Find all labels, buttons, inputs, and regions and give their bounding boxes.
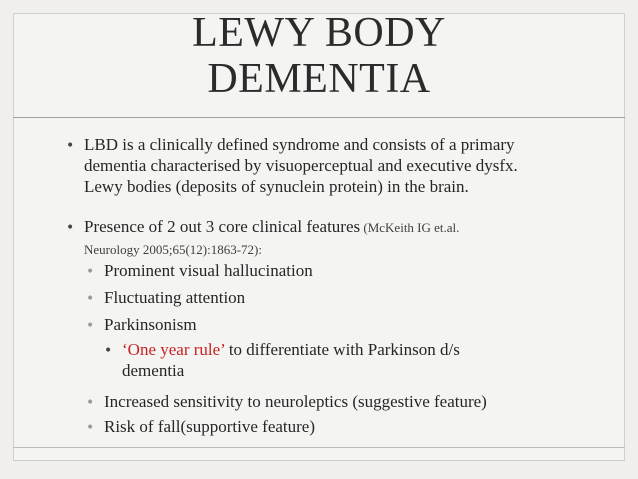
bullet-2-text: [84, 216, 459, 260]
bullet-icon: •: [104, 343, 113, 359]
title-line-2: DEMENTIA: [207, 56, 431, 102]
subbullet-2: [86, 287, 245, 311]
one-year-rule-highlight: ‘One year rule’: [122, 340, 225, 359]
slide-title: [0, 10, 638, 122]
bullet-1-line-1: LBD is a clinically defined syndrome and consists of a primary: [84, 135, 515, 154]
bullet-1-text: [84, 134, 518, 197]
subbullet-icon: •: [86, 420, 95, 436]
title-divider: [13, 117, 625, 118]
subsubbullet-line-1: to differentiate with Parkinson d/s: [224, 340, 460, 359]
subbullet-icon: •: [86, 291, 95, 307]
subbullet-1-text: Prominent visual hallucination: [104, 261, 313, 280]
bullet-1: [66, 134, 518, 197]
subbullet-3-text: Parkinsonism: [104, 315, 197, 334]
subbullet-2-text: Fluctuating attention: [104, 288, 246, 307]
subbullet-4-text: Increased sensitivity to neuroleptics (suggestive feature): [104, 392, 487, 411]
bullet-icon: •: [66, 138, 75, 154]
subbullet-icon: •: [86, 264, 95, 280]
bullet-2: [66, 216, 459, 260]
subbullet-1: [86, 260, 313, 284]
subbullet-4: [86, 391, 487, 415]
subbullet-5: [86, 416, 315, 440]
subbullet-5-text: Risk of fall(supportive feature): [104, 417, 316, 436]
bullet-1-line-3: Lewy bodies (deposits of synuclein protein) in the brain.: [84, 177, 469, 196]
citation-line-2: Neurology 2005;65(12):1863-72):: [84, 242, 263, 257]
bullet-icon: •: [66, 220, 75, 236]
bottom-divider: [13, 447, 625, 448]
subbullet-3: [86, 314, 197, 338]
subsubbullet-line-2: dementia: [122, 361, 185, 380]
subbullet-icon: •: [86, 395, 95, 411]
title-line-1: LEWY BODY: [192, 10, 446, 56]
bullet-1-line-2: dementia characterised by visuoperceptual and executive dysfx.: [84, 156, 518, 175]
subsubbullet-1-text: [122, 339, 460, 381]
citation-line-1: (McKeith IG et.al.: [360, 220, 460, 235]
subbullet-icon: •: [86, 318, 95, 334]
bullet-2-main: Presence of 2 out 3 core clinical features: [84, 217, 361, 236]
subsubbullet-1: [104, 339, 460, 381]
